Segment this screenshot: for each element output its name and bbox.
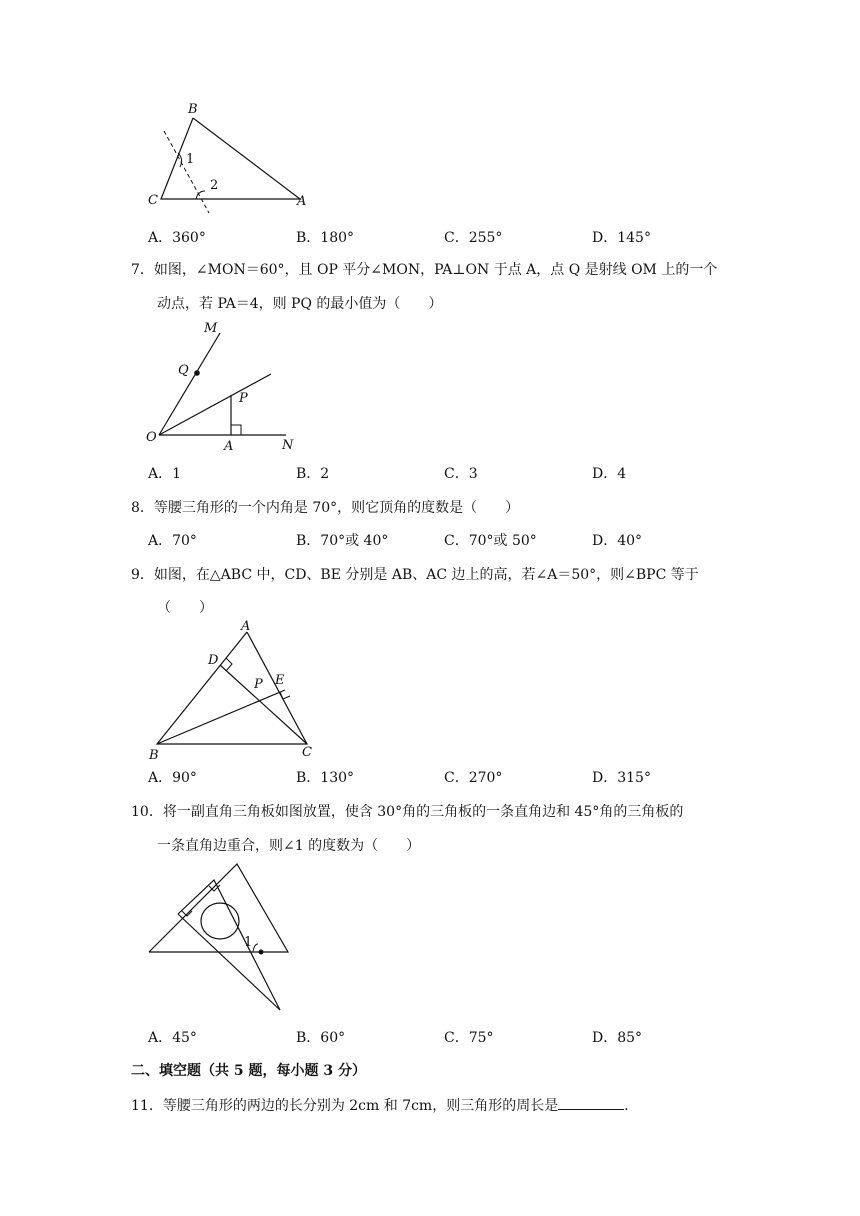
right-angle-mark — [231, 425, 241, 435]
triangle-abc — [157, 632, 307, 744]
q11-text: 11．等腰三角形的两边的长分别为 2cm 和 7cm，则三角形的周长是 — [131, 1098, 559, 1114]
label-d: D — [208, 653, 219, 668]
q9-option-b: B．130° — [296, 770, 355, 786]
ray-om — [159, 333, 220, 435]
section-title: 二、填空题（共 5 题，每小题 3 分） — [131, 1063, 366, 1079]
q7-option-b: B．2 — [296, 466, 330, 482]
triangle-abc — [161, 118, 300, 199]
q6-option-b: B．180° — [296, 230, 355, 246]
q10-option-c: C．75° — [444, 1030, 494, 1046]
altitude-cd — [220, 665, 307, 744]
q10-option-d: D．85° — [592, 1030, 643, 1046]
label-p: P — [254, 677, 263, 692]
label-e: E — [275, 673, 285, 688]
angle-1-arc — [253, 944, 258, 952]
q9-option-a: A．90° — [148, 770, 197, 786]
q7-option-d: D．4 — [592, 466, 627, 482]
label-b: B — [188, 102, 198, 117]
q11-stem — [131, 1095, 638, 1115]
q11-answer-blank[interactable] — [558, 1096, 624, 1110]
figure-q9 — [140, 618, 330, 763]
q9-option-c: C．270° — [444, 770, 503, 786]
altitude-be — [157, 690, 285, 744]
q6-option-c: C．255° — [444, 230, 503, 246]
q9-stem-line2: （ ） — [157, 600, 213, 616]
label-n: N — [282, 438, 294, 453]
label-o: O — [146, 430, 157, 445]
q8-stem: 8．等腰三角形的一个内角是 70°，则它顶角的度数是（ ） — [131, 500, 520, 516]
label-a: A — [297, 194, 307, 209]
q11-end: ． — [624, 1098, 639, 1114]
q6-option-a: A．360° — [148, 230, 206, 246]
point-q — [194, 370, 200, 376]
label-angle-1: 1 — [186, 152, 195, 167]
q7-option-c: C．3 — [444, 466, 478, 482]
label-angle-2: 2 — [210, 178, 219, 193]
q6-option-d: D．145° — [592, 230, 651, 246]
angle-2-arc — [196, 191, 205, 199]
label-a: A — [224, 439, 234, 454]
label-m: M — [204, 321, 218, 336]
q8-option-d: D．40° — [592, 533, 643, 549]
triangle-30 — [178, 880, 280, 1010]
q8-option-a: A．70° — [148, 533, 197, 549]
dashed-cut-line — [164, 131, 209, 213]
label-q: Q — [178, 363, 189, 378]
figure-q7 — [140, 318, 310, 458]
q8-option-c: C．70°或 50° — [444, 533, 537, 549]
q9-stem-line1: 9．如图，在△ABC 中，CD、BE 分别是 AB、AC 边上的高，若∠A＝50°，则∠BPC 等于 — [131, 567, 699, 583]
label-c: C — [148, 193, 158, 208]
ray-op — [159, 374, 271, 435]
right-angle-e — [280, 692, 290, 699]
label-a: A — [241, 619, 251, 634]
angle-1-vertex — [259, 950, 264, 955]
figure-q6 — [140, 95, 330, 220]
q7-stem-line2: 动点，若 PA＝4，则 PQ 的最小值为（ ） — [157, 296, 443, 312]
q9-option-d: D．315° — [592, 770, 651, 786]
label-p: P — [239, 391, 248, 406]
q7-stem-line1: 7．如图，∠MON＝60°，且 OP 平分∠MON，PA⊥ON 于点 A，点 Q 是射线 OM 上的一个 — [131, 262, 718, 278]
q10-option-b: B．60° — [296, 1030, 346, 1046]
q10-stem-line2: 一条直角边重合，则∠1 的度数为（ ） — [157, 838, 421, 854]
label-angle-1: 1 — [244, 935, 253, 950]
q10-stem-line1: 10．将一副直角三角板如图放置，使含 30°角的三角板的一条直角边和 45°角的三角板的 — [131, 804, 684, 820]
label-b: B — [149, 748, 159, 763]
figure-q10 — [140, 858, 300, 1018]
q7-option-a: A．1 — [148, 466, 182, 482]
q10-option-a: A．45° — [148, 1030, 197, 1046]
label-c: C — [302, 745, 312, 760]
triangle-hole — [201, 903, 239, 939]
right-angle-d — [226, 658, 232, 671]
q8-option-b: B．70°或 40° — [296, 533, 389, 549]
